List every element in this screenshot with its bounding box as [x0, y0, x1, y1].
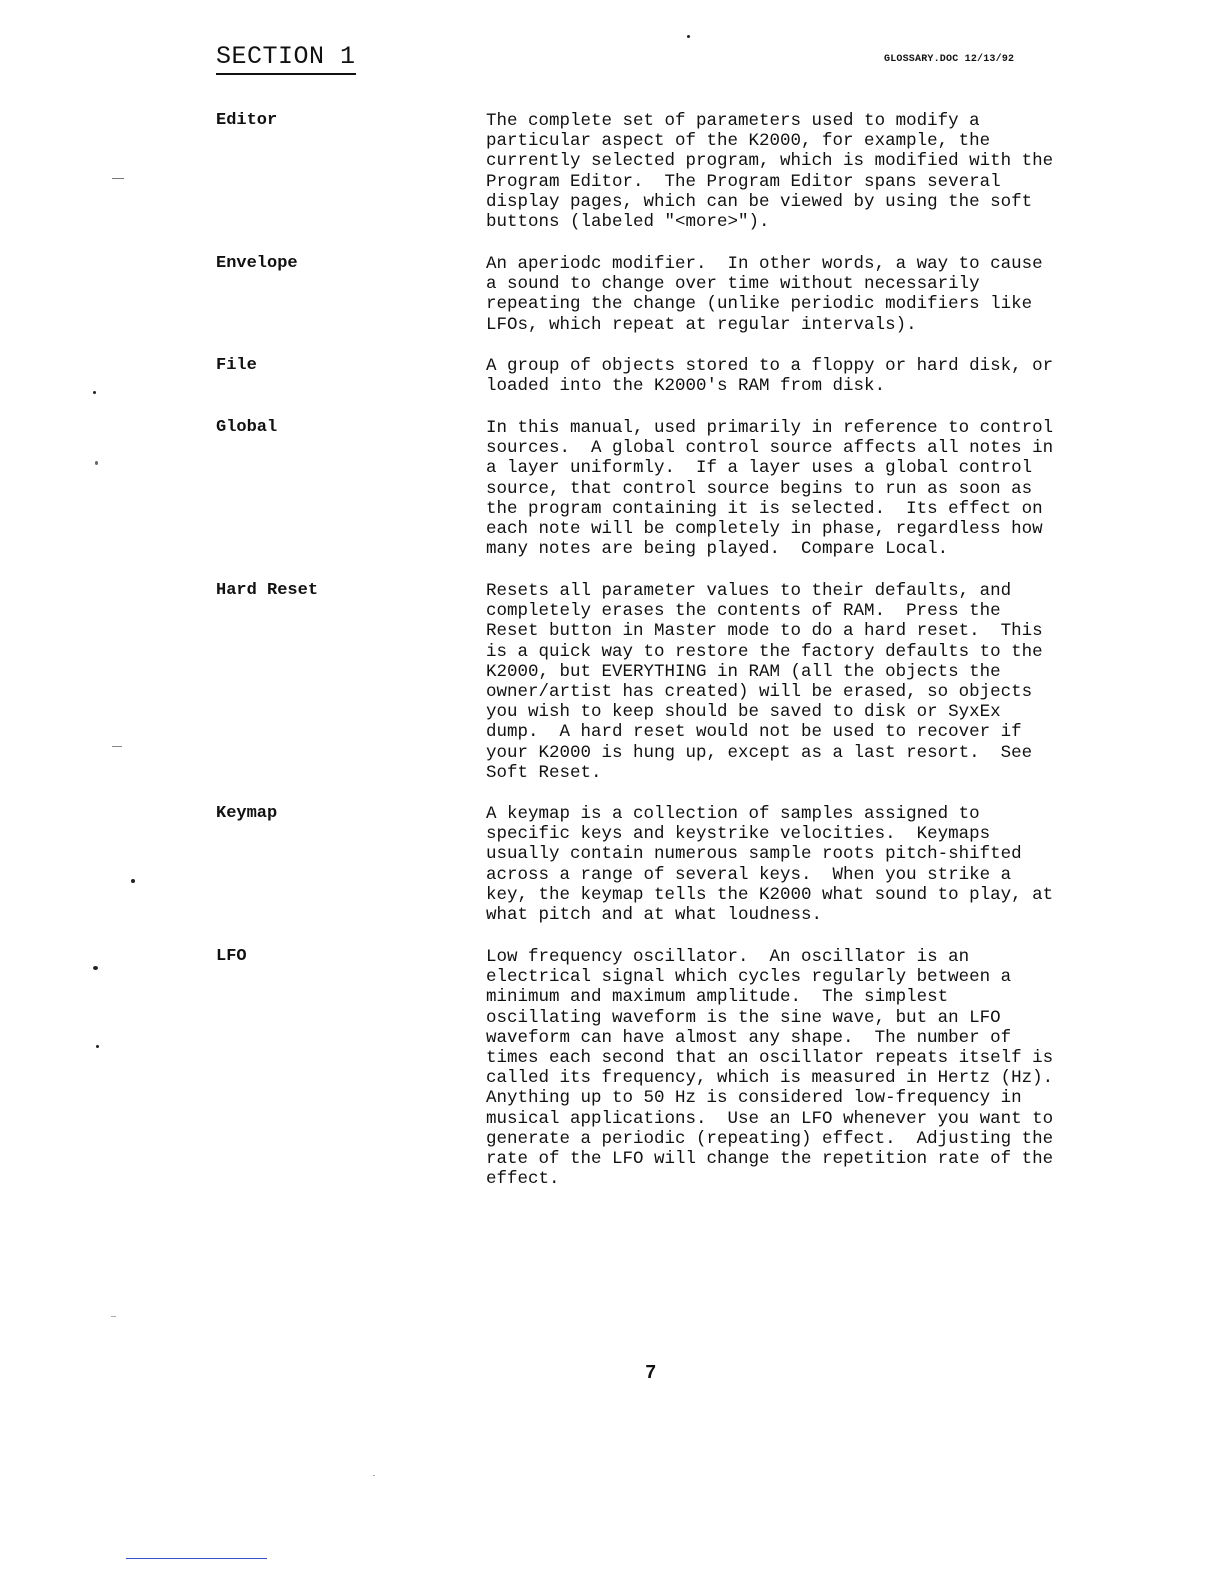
scan-speck: [112, 178, 124, 179]
glossary-term: Hard Reset: [216, 581, 319, 600]
glossary-term: Global: [216, 418, 278, 437]
document-file-info: GLOSSARY.DOC 12/13/92: [884, 54, 1015, 65]
glossary-definition: Resets all parameter values to their defaults, and completely erases the contents of RAM. Press the Reset button in Master mode to do a hard reset. This is a quick way to restore the factory defaults to the K2000, but EVERYTHING in RAM (all the objects the owner/artist has created) will be erased, so objects you wish to keep should be saved to disk or SyxEx dump. A hard reset would not be used to recover if your K2000 is hung up, except as a last resort. See Soft Reset.: [486, 581, 1043, 783]
scan-speck: [93, 391, 96, 394]
scan-speck: [131, 879, 135, 883]
scan-speck: [111, 1316, 116, 1317]
glossary-term: LFO: [216, 947, 247, 966]
glossary-definition: A group of objects stored to a floppy or hard disk, or loaded into the K2000's RAM from disk.: [486, 356, 1054, 397]
glossary-term: Editor: [216, 111, 278, 130]
scan-speck: [93, 966, 98, 970]
glossary-term: Keymap: [216, 804, 278, 823]
scan-speck: [96, 1045, 99, 1048]
glossary-definition: A keymap is a collection of samples assigned to specific keys and keystrike velocities. Keymaps usually contain numerous sample roots pitch-shifted across a range of several keys. When you strike a key, the keymap tells the K2000 what sound to play, at what pitch and at what loudness.: [486, 804, 1054, 926]
scan-speck: [95, 461, 98, 465]
section-title: SECTION 1: [216, 42, 356, 75]
scan-speck: [112, 746, 122, 747]
scan-speck: [373, 1475, 375, 1476]
glossary-definition: An aperiodc modifier. In other words, a way to cause a sound to change over time without necessarily repeating the change (unlike periodic modifiers like LFOs, which repeat at regular intervals).: [486, 254, 1043, 335]
glossary-term: File: [216, 356, 257, 375]
glossary-definition: Low frequency oscillator. An oscillator is an electrical signal which cycles regularly between a minimum and maximum amplitude. The simplest oscillating waveform is the sine wave, but an LFO waveform can have almost any shape. The number of times each second that an oscillator repeats itself is called its frequency, which is measured in Hertz (Hz). Anything up to 50 Hz is considered low-frequency in musical applications. Use an LFO whenever you want to generate a periodic (repeating) effect. Adjusting the rate of the LFO will change the repetition rate of the effect.: [486, 947, 1054, 1190]
footer-rule: [126, 1558, 267, 1559]
page-number: 7: [645, 1362, 657, 1384]
scan-speck: [687, 35, 690, 38]
glossary-definition: The complete set of parameters used to modify a particular aspect of the K2000, for example, the currently selected program, which is modified with the Program Editor. The Program Editor spans several display pages, which can be viewed by using the soft buttons (labeled "<more>").: [486, 111, 1054, 233]
glossary-term: Envelope: [216, 254, 298, 273]
glossary-definition: In this manual, used primarily in reference to control sources. A global control source affects all notes in a layer uniformly. If a layer uses a global control source, that control source begins to run as soon as the program containing it is selected. Its effect on each note will be completely in phase, regardless how many notes are being played. Compare Local.: [486, 418, 1054, 560]
